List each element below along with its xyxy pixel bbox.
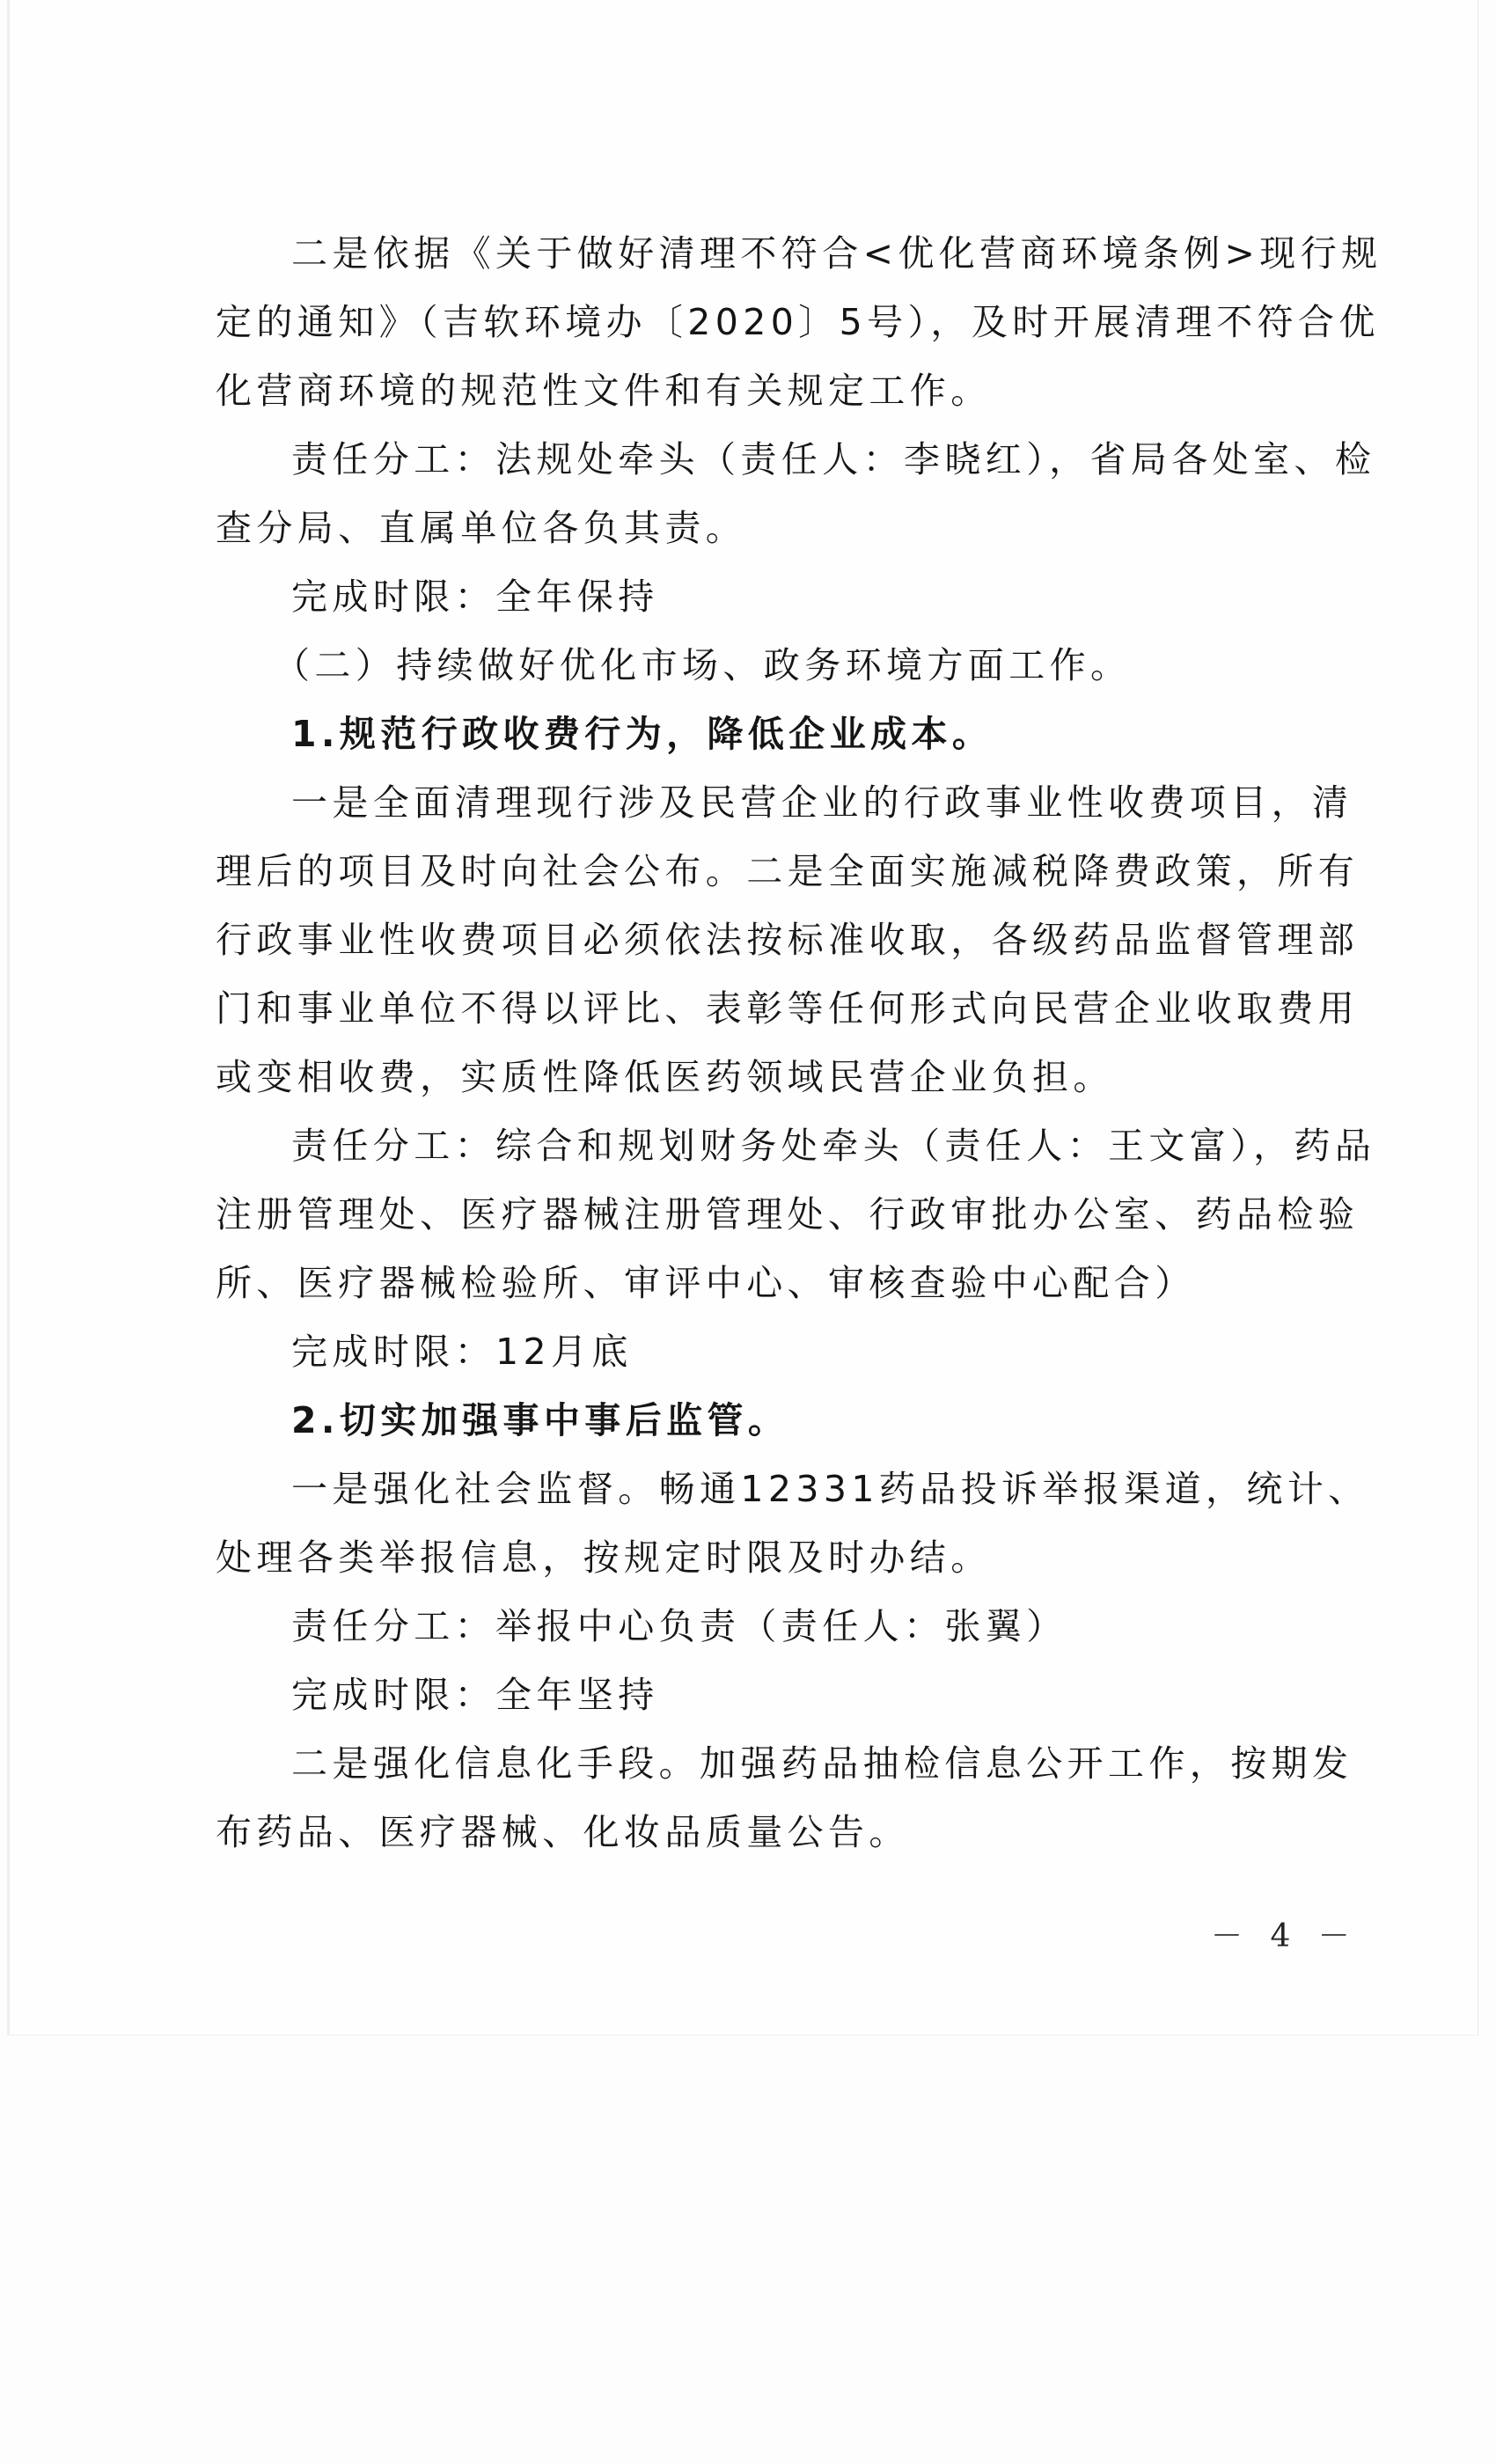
page-number: － 4 － [1211,1918,1359,1954]
deadline-year-round-1: 完成时限：全年保持 [291,576,659,618]
paragraph-fees-line-3: 行政事业性收费项目必须依法按标准收取，各级药品监督管理部 [216,919,1360,961]
responsibility-finance-line-3: 所、医疗器械检验所、审评中心、审核查验中心配合） [216,1262,1196,1304]
paragraph-fees-line-4: 门和事业单位不得以评比、表彰等任何形式向民营企业收取费用 [216,987,1360,1030]
subheading-1-regulate-fees: 1.规范行政收费行为，降低企业成本。 [291,713,994,755]
paragraph-fees-line-1: 一是全面清理现行涉及民营企业的行政事业性收费项目，清 [291,781,1353,824]
paragraph-basis-cleanup-line-1: 二是依据《关于做好清理不符合<优化营商环境条例>现行规 [291,232,1382,275]
paragraph-social-supervision-line-1: 一是强化社会监督。畅通12331药品投诉举报渠道，统计、 [291,1468,1369,1510]
deadline-december: 完成时限：12月底 [291,1331,633,1373]
paragraph-fees-line-5: 或变相收费，实质性降低医药领域民营企业负担。 [216,1056,1114,1098]
responsibility-report-center: 责任分工：举报中心负责（责任人：张翼） [291,1605,1067,1647]
paragraph-informatization-line-1: 二是强化信息化手段。加强药品抽检信息公开工作，按期发 [291,1742,1353,1785]
responsibility-legal-line-2: 查分局、直属单位各负其责。 [216,507,747,549]
paragraph-basis-cleanup-line-2: 定的通知》（吉软环境办〔2020〕5号），及时开展清理不符合优 [216,301,1380,343]
paragraph-social-supervision-line-2: 处理各类举报信息，按规定时限及时办结。 [216,1536,992,1579]
responsibility-finance-line-1: 责任分工：综合和规划财务处牵头（责任人：王文富），药品 [291,1125,1376,1167]
responsibility-legal-line-1: 责任分工：法规处牵头（责任人：李晓红），省局各处室、检 [291,438,1376,480]
scanned-document-page [7,0,1478,2035]
paragraph-informatization-line-2: 布药品、医疗器械、化妆品质量公告。 [216,1811,910,1853]
section-heading-2: （二）持续做好优化市场、政务环境方面工作。 [274,644,1132,686]
subheading-2-supervision: 2.切实加强事中事后监管。 [291,1399,789,1441]
responsibility-finance-line-2: 注册管理处、医疗器械注册管理处、行政审批办公室、药品检验 [216,1193,1360,1236]
deadline-year-round-2: 完成时限：全年坚持 [291,1674,659,1716]
paragraph-fees-line-2: 理后的项目及时向社会公布。二是全面实施减税降费政策，所有 [216,850,1360,892]
paragraph-basis-cleanup-line-3: 化营商环境的规范性文件和有关规定工作。 [216,370,992,412]
